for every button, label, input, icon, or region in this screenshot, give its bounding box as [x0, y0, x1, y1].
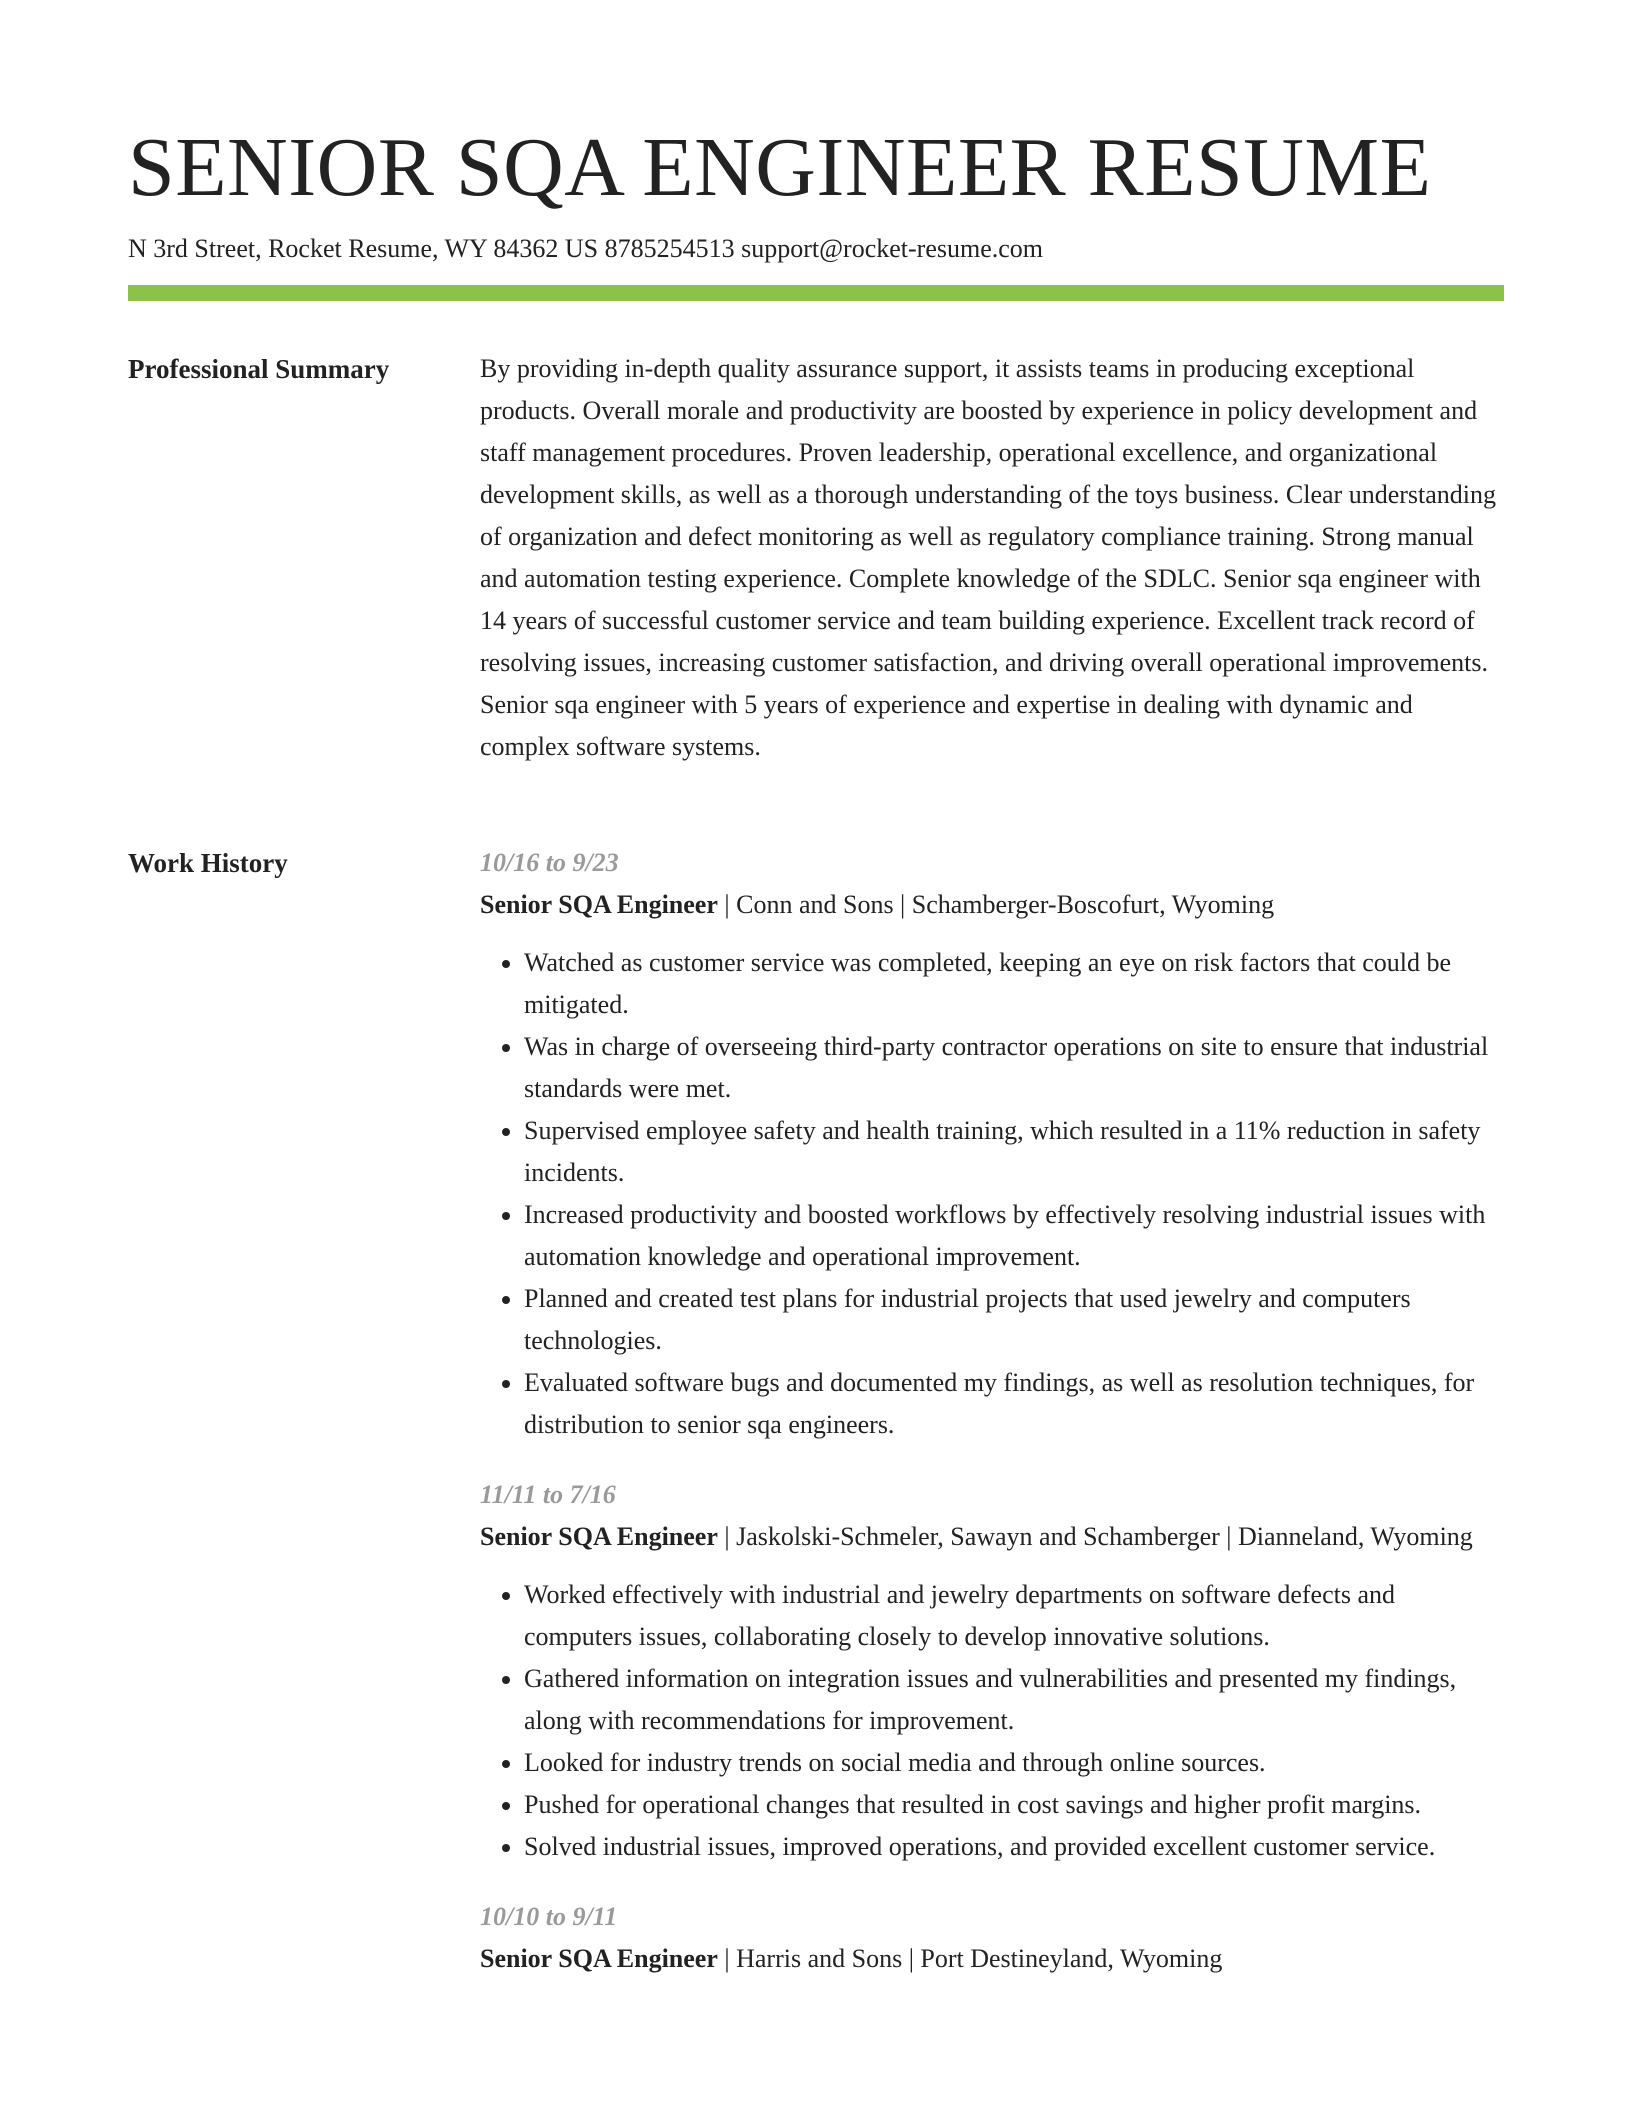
job-bullet: • Watched as customer service was completed, keeping an eye on risk factors that could be mitigated. — [524, 942, 1504, 1026]
job-bullet: • Worked effectively with industrial and jewelry departments on software defects and computers issues, collaborating closely to develop innovative solutions. — [524, 1574, 1504, 1658]
job-bullet: • Was in charge of overseeing third-party contractor operations on site to ensure that industrial standards were met. — [524, 1026, 1504, 1110]
job-bullet: • Planned and created test plans for industrial projects that used jewelry and computers technologies. — [524, 1278, 1504, 1362]
job-heading-line — [480, 1938, 1504, 1980]
job-title: Senior SQA Engineer — [480, 890, 718, 919]
job-entry — [480, 1896, 1504, 1980]
job-company-location: | Conn and Sons | Schamberger-Boscofurt, Wyoming — [717, 890, 1275, 919]
job-dates: 10/10 to 9/11 — [480, 1902, 618, 1931]
resume-title: SENIOR SQA ENGINEER RESUME — [128, 121, 1432, 214]
summary-heading: Professional Summary — [128, 354, 390, 384]
summary-text: By providing in-depth quality assurance support, it assists teams in producing exceptional products. Overall morale and productivity are boosted by experience in policy development and staff management procedures. Proven leadership, operational excellence, and organizational development skills, as well as a thorough understanding of the toys business. Clear understanding of organization and defect monitoring as well as regulatory compliance training. Strong manual and automation testing experience. Complete knowledge of the SDLC. Senior sqa engineer with 14 years of successful customer service and team building experience. Excellent track record of resolving issues, increasing customer satisfaction, and driving overall operational improvements. Senior sqa engineer with 5 years of experience and expertise in dealing with dynamic and complex software systems. — [480, 354, 1496, 761]
job-bullet: • Solved industrial issues, improved operations, and provided excellent customer service. — [524, 1826, 1504, 1868]
contact-address: N 3rd Street, Rocket Resume, WY 84362 US — [128, 234, 599, 263]
job-entry — [480, 1474, 1504, 1868]
job-dates: 10/16 to 9/23 — [480, 848, 619, 877]
job-bullet: • Pushed for operational changes that resulted in cost savings and higher profit margins. — [524, 1784, 1504, 1826]
contact-line — [128, 232, 1043, 266]
job-company-location: | Jaskolski-Schmeler, Sawayn and Schamberger | Dianneland, Wyoming — [717, 1522, 1473, 1551]
job-heading-line — [480, 884, 1504, 926]
job-entry — [480, 842, 1504, 1446]
contact-email: support@rocket-resume.com — [741, 234, 1044, 263]
job-bullet: • Supervised employee safety and health training, which resulted in a 11% reduction in safety incidents. — [524, 1110, 1504, 1194]
job-title: Senior SQA Engineer — [480, 1522, 718, 1551]
job-bullet-list — [480, 942, 1504, 1446]
summary-body — [480, 348, 1504, 768]
work-history-body — [480, 842, 1504, 2008]
job-bullet-list — [480, 1574, 1504, 1868]
job-dates: 11/11 to 7/16 — [480, 1480, 616, 1509]
job-title: Senior SQA Engineer — [480, 1944, 718, 1973]
job-heading-line — [480, 1516, 1504, 1558]
job-company-location: | Harris and Sons | Port Destineyland, Wyoming — [717, 1944, 1223, 1973]
work-history-heading: Work History — [128, 848, 288, 878]
job-bullet: • Increased productivity and boosted workflows by effectively resolving industrial issues with automation knowledge and operational improvement. — [524, 1194, 1504, 1278]
job-bullet: • Looked for industry trends on social media and through online sources. — [524, 1742, 1504, 1784]
job-bullet: • Gathered information on integration issues and vulnerabilities and presented my findings, along with recommendations for improvement. — [524, 1658, 1504, 1742]
accent-divider — [128, 285, 1504, 301]
job-bullet: • Evaluated software bugs and documented my findings, as well as resolution techniques, for distribution to senior sqa engineers. — [524, 1362, 1504, 1446]
contact-phone: 8785254513 — [604, 234, 735, 263]
